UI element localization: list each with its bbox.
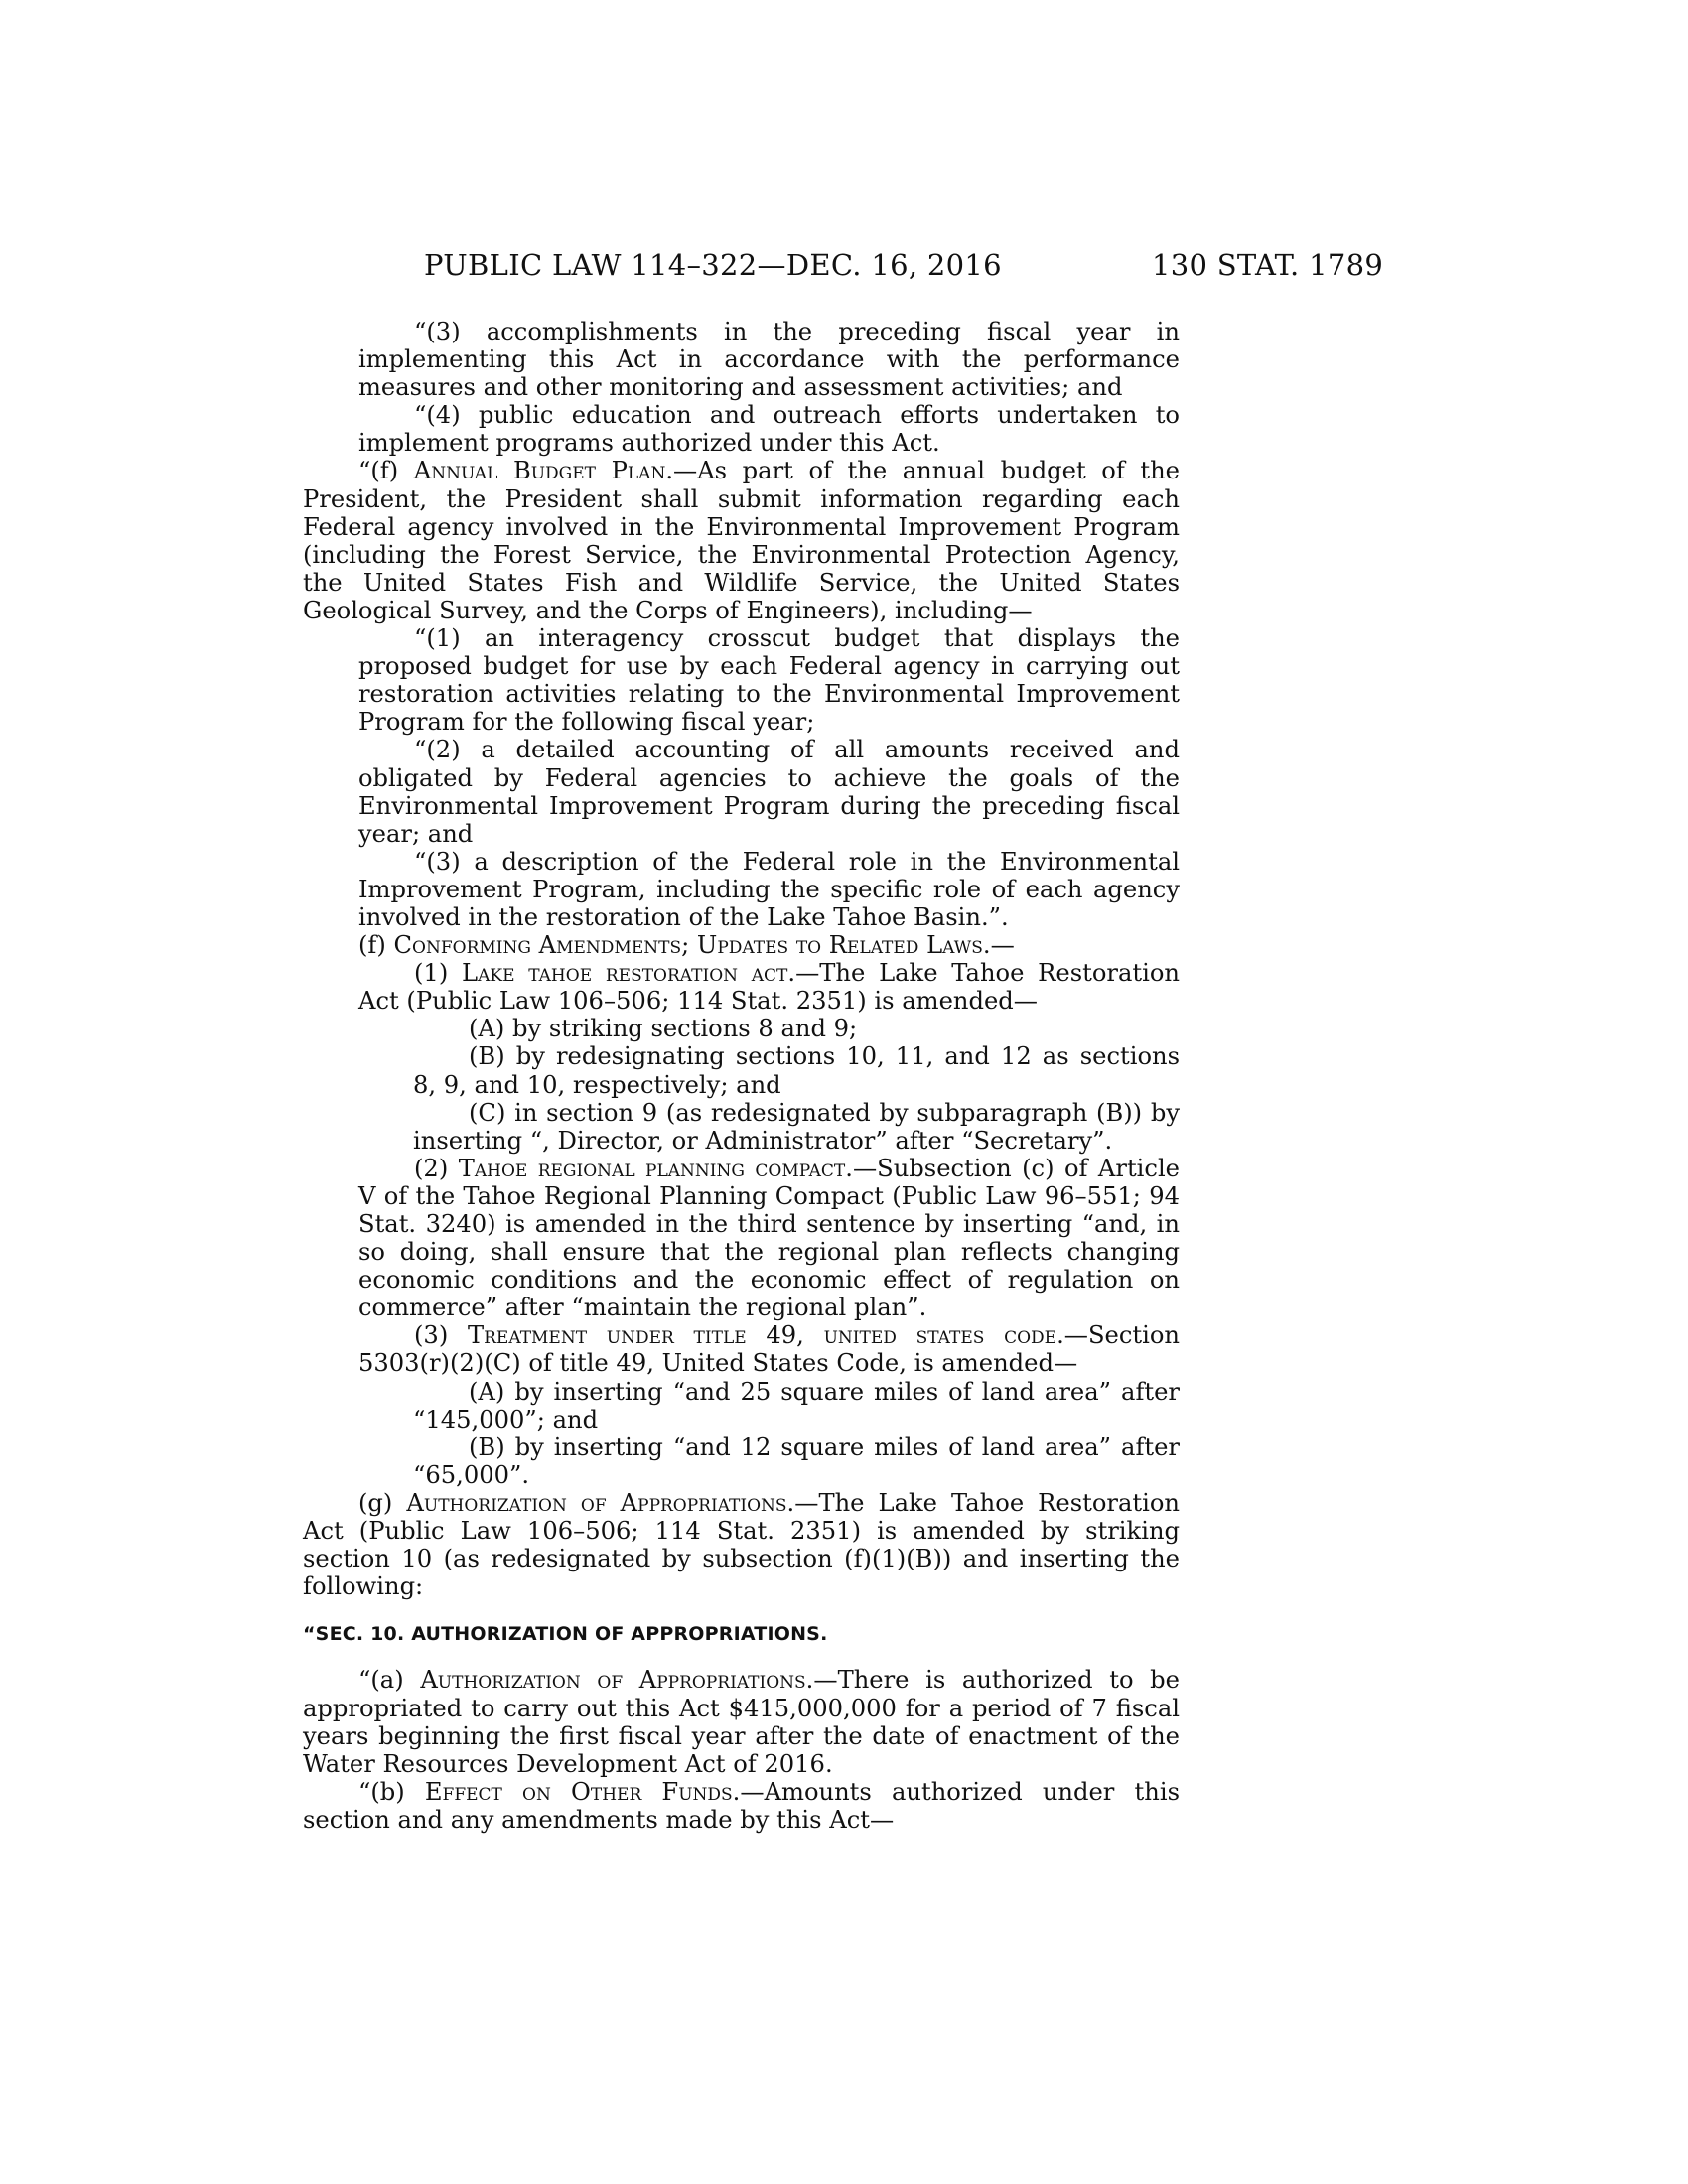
subparagraph-a: (A) by striking sections 8 and 9; xyxy=(469,1015,858,1043)
paragraph-heading: Lake tahoe restoration act. xyxy=(462,959,796,988)
paragraph-heading: Annual Budget Plan. xyxy=(413,457,674,485)
paragraph-e3: “(3) accomplishments in the preceding fiscal year in implementing this Act in accordance with the performance measures and other monitoring and assessment activities; and xyxy=(358,318,1180,402)
paragraph-lake-tahoe-act: (1) Lake tahoe restoration act.—The Lake Tahoe Restoration Act (Public Law 106–506; 114 Stat. 2351) is amended— xyxy=(358,959,1180,1016)
subparagraph-c: (C) in section 9 (as redesignated by subparagraph (B)) by inserting “, Director, or Administrator” after “Secretary”. xyxy=(413,1098,1180,1155)
paragraph-heading: Conforming Amendments; Updates to Related Laws. xyxy=(393,931,991,960)
paragraph-f3: “(3) a description of the Federal role in the Environmental Improvement Program, including the specific role of each agency involved in the restoration of the Lake Tahoe Basin.”. xyxy=(358,847,1180,931)
paragraph-f1: “(1) an interagency crosscut budget that displays the proposed budget for use by each Federal agency in carrying out restoration activities relating to the Environmental Improvement Program for the following fiscal year; xyxy=(358,624,1180,737)
paragraph-g-authorization: (g) Authorization of Appropriations.—The Lake Tahoe Restoration Act (Public Law 106–506; 114 Stat. 2351) is amended by striking section 10 (as redesignated by subsection (f)(1)(B)) and inserting the following: xyxy=(303,1488,1180,1601)
section-heading: “SEC. 10. AUTHORIZATION OF APPROPRIATIONS. xyxy=(303,1623,828,1646)
paragraph-e4: “(4) public education and outreach efforts undertaken to implement programs authorized under this Act. xyxy=(358,401,1180,458)
paragraph-heading: Treatment under title 49, united states code. xyxy=(468,1321,1064,1350)
paragraph-tahoe-compact: (2) Tahoe regional planning compact.—Subsection (c) of Article V of the Tahoe Regional Planning Compact (Public Law 96–551; 94 Stat. 3240) is amended in the third sentence by inserting “and, in so doing, shall ensure that the regional plan reflects changing economic conditions and the economic effect of regulation on commerce” after “maintain the regional plan”. xyxy=(358,1154,1180,1322)
subparagraph-a-145000: (A) by inserting “and 25 square miles of land area” after “145,000”; and xyxy=(413,1377,1180,1433)
document-body xyxy=(303,318,1180,1834)
paragraph-a-authorization: “(a) Authorization of Appropriations.—There is authorized to be appropriated to carry out this Act $415,000,000 for a period of 7 fiscal years beginning the first fiscal year after the date of enactment of the Water Resources Development Act of 2016. xyxy=(303,1666,1180,1778)
paragraph-f2: “(2) a detailed accounting of all amounts received and obligated by Federal agencies to achieve the goals of the Environmental Improvement Program during the preceding fiscal year; and xyxy=(358,736,1180,848)
subparagraph-b: (B) by redesignating sections 10, 11, and 12 as sections 8, 9, and 10, respectively; and xyxy=(413,1042,1180,1099)
page-header xyxy=(0,248,1688,288)
paragraph-heading: Authorization of Appropriations. xyxy=(406,1488,795,1517)
paragraph-title-49: (3) Treatment under title 49, united states code.—Section 5303(r)(2)(C) of title 49, United States Code, is amended— xyxy=(358,1321,1181,1378)
paragraph-f-annual-budget: “(f) Annual Budget Plan.—As part of the annual budget of the President, the President shall submit information regarding each Federal agency involved in the Environmental Improvement Program (including the Forest Service, the Environmental Protection Agency, the United States Fish and Wildlife Service, the United States Geological Survey, and the Corps of Engineers), including— xyxy=(303,457,1180,624)
statute-page-number: 130 STAT. 1789 xyxy=(1152,248,1384,282)
subparagraph-b-65000: (B) by inserting “and 12 square miles of land area” after “65,000”. xyxy=(413,1433,1180,1489)
paragraph-heading: Tahoe regional planning compact. xyxy=(458,1154,853,1182)
paragraph-heading: Effect on Other Funds. xyxy=(424,1777,741,1806)
paragraph-heading: Authorization of Appropriations. xyxy=(420,1666,814,1695)
paragraph-b-other-funds: “(b) Effect on Other Funds.—Amounts authorized under this section and any amendments made by this Act— xyxy=(303,1777,1180,1834)
law-citation: PUBLIC LAW 114–322—DEC. 16, 2016 xyxy=(424,248,1002,282)
paragraph-conforming-amendments: (f) Conforming Amendments; Updates to Related Laws.— xyxy=(358,931,1015,960)
